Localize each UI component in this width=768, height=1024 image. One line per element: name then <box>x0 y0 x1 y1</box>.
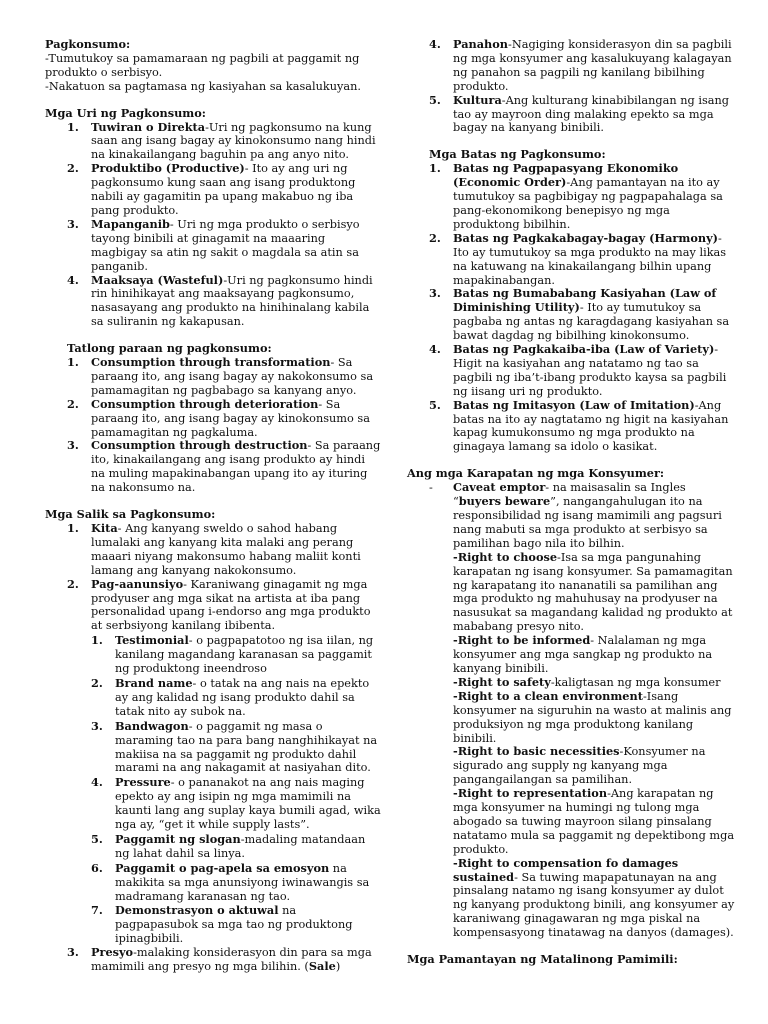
dash-bullet: - <box>429 481 433 495</box>
section-title-uri: Mga Uri ng Pagkonsumo: <box>45 105 206 120</box>
list-item <box>45 162 381 218</box>
item-text: - Sa paraang ito, kinakailangang ang isang produkto ay hindi na muling mapakinabangan upang ito ay ituring na nakonsumo na. <box>91 439 381 495</box>
item-text: -Ito ay tumutukoy sa mga produkto na may likas na katuwang na kinakailangang bilhin upang mapakinabangan. <box>453 231 727 287</box>
anunsiyo-sublist <box>45 634 381 946</box>
item-term: Maaksaya (Wasteful) <box>91 272 224 287</box>
item-term: -Right to choose <box>453 549 558 564</box>
list-item <box>407 232 737 288</box>
sub-list-item <box>69 634 381 676</box>
item-term: Pag-aanunsiyo <box>91 576 184 591</box>
item-term: buyers beware <box>458 494 551 509</box>
item-text: - Sa paraang ito, ang isang bagay ay kinokonsumo sa pamamagitan ng pagkaluma. <box>91 397 370 439</box>
list-item <box>45 274 381 330</box>
item-term: Tuwiran o Direkta <box>91 119 206 134</box>
item-text: - Uri ng mga produkto o serbisyo tayong binibili at ginagamit na maaaring magbigay sa atin ng sakit o magdala sa atin sa panganib. <box>91 217 360 273</box>
list-item <box>407 343 737 399</box>
item-text: -Nagiging konsiderasyon din sa pagbili ng mga konsyumer ang kasalukuyang kalagayan ng panahon sa pagpili ng kanilang bibilhing produkto. <box>453 38 732 93</box>
item-number: 5. <box>91 831 103 846</box>
item-number: 4. <box>91 775 103 790</box>
list-item <box>45 218 381 274</box>
section-title-karapatan: Ang mga Karapatan ng mga Konsyumer: <box>407 466 665 481</box>
item-number: 3. <box>67 945 79 960</box>
right-item <box>407 690 737 746</box>
right-item <box>407 745 737 787</box>
list-item <box>407 38 737 94</box>
item-term: Caveat emptor <box>453 480 546 495</box>
item-number: 1. <box>67 355 79 370</box>
item-number: 6. <box>91 860 103 875</box>
item-number: 5. <box>429 92 441 107</box>
item-text: - Ito ay tumutukoy sa pagbaba ng antas ng karagdagang kasiyahan sa bawat dagdag ng bibilhing kinokonsumo. <box>453 301 730 343</box>
item-number: 2. <box>67 396 79 411</box>
item-number: 7. <box>91 903 103 918</box>
item-term: Consumption through transformation <box>91 355 331 370</box>
item-text: -Uri ng pagkonsumo hindi rin hinihikayat ang maaksayang pagkonsumo, nasasayang ang produkto na hinihinalang kabila sa suliranin ng kakapusan. <box>91 273 373 329</box>
section-title-salik: Mga Salik sa Pagkonsumo: <box>45 507 216 522</box>
list-item <box>45 522 381 578</box>
section-title-pamantayan: Mga Pamantayan ng Matalinong Pamimili: <box>407 952 678 967</box>
section-title-batas: Mga Batas ng Pagkonsumo: <box>429 147 606 162</box>
left-column <box>45 38 381 974</box>
list-item <box>45 439 381 495</box>
list-item <box>407 287 737 343</box>
item-number: 2. <box>67 161 79 176</box>
item-term: Paggamit o pag-apela sa emosyon <box>115 860 330 875</box>
item-term: Demonstrasyon o aktuwal <box>115 903 279 918</box>
item-term: -Right to a clean environment <box>453 688 643 703</box>
karapatan-list <box>407 481 737 940</box>
item-term: Consumption through destruction <box>91 438 308 453</box>
item-term: Brand name <box>115 675 193 690</box>
item-text: -Konsyumer na sigurado ang supply ng kanyang mga pangangailangan sa pamilihan. <box>453 745 706 787</box>
list-item <box>45 946 381 974</box>
sub-list-item <box>69 862 381 904</box>
item-text: - Sa tuwing mapapatunayan na ang pinsalang natamo ng isang konsyumer ay dulot ng kanyang produktong binili, ang konsyumer ay karaniwang ginagawaran ng mga piskal na kompensasyong tinatawag na danyos (damages). <box>453 870 735 940</box>
right-item <box>407 857 737 940</box>
item-term: -Right to basic necessities <box>453 744 620 759</box>
item-number: 1. <box>67 521 79 535</box>
list-item <box>45 578 381 634</box>
item-number: 2. <box>429 230 441 245</box>
item-text: -malaking konsiderasyon din para sa mga mamimili ang presyo ng mga bilihin. ( <box>91 946 372 974</box>
item-number: 3. <box>67 438 79 453</box>
item-number: 5. <box>429 397 441 412</box>
right-item <box>407 676 737 690</box>
paraan-list <box>45 356 381 495</box>
sub-list-item <box>69 776 381 832</box>
item-text: - o paggamit ng masa o maraming tao na para bang nanghihikayat na makiisa na sa paggamit ng produkto dahil marami na ang nakagamit at nasiyahan dito. <box>115 719 378 775</box>
section-title-paraan: Tatlong paraan ng pagkonsumo: <box>67 341 272 356</box>
item-term: Produktibo (Productive) <box>91 161 245 176</box>
sub-list-item <box>69 720 381 776</box>
item-text: - Higit na kasiyahan ang natatamo ng tao sa pagbili ng iba’t-ibang produkto kaysa sa pagbili ng iisang uri ng produkto. <box>453 343 727 398</box>
item-text: -Ang karapatan ng mga konsyumer na humingi ng tulong mga abogado sa tuwing mayroon silang pinsalang natatamo mula sa paggamit ng depektibong mga produkto. <box>453 787 735 856</box>
item-term: Batas ng Pagpapasyang Ekonomiko (Economic Order) <box>453 161 679 190</box>
item-number: 3. <box>91 718 103 733</box>
item-term: Presyo <box>91 945 134 960</box>
item-text: ) <box>335 960 341 974</box>
list-item <box>407 399 737 455</box>
item-number: 3. <box>429 286 441 301</box>
sub-list-item <box>69 833 381 861</box>
salik-list <box>45 522 381 974</box>
item-term: Mapanganib <box>91 216 170 231</box>
item-text: na makikita sa mga anunsiyong iwinawangis sa madramang karanasan ng tao. <box>115 861 370 903</box>
item-number: 1. <box>429 161 441 176</box>
item-term: Batas ng Pagkakaiba-iba (Law of Variety) <box>453 342 715 357</box>
item-text: -Ang kulturang kinabibilangan ng isang tao ay mayroon ding malaking epekto sa mga bagay na kanyang binibili. <box>453 93 730 135</box>
item-term: Batas ng Bumababang Kasiyahan (Law of Diminishing Utility) <box>453 286 717 315</box>
item-term: Panahon <box>453 37 509 51</box>
list-item <box>407 162 737 232</box>
item-term: Pressure <box>115 775 171 790</box>
item-text: - Ang kanyang sweldo o sahod habang lumalaki ang kanyang kita malaki ang perang maaari niyang makonsumo habang maliit konti lamang ang kanyang nakokonsumo. <box>91 522 361 577</box>
item-term-sale: Sale <box>308 959 336 974</box>
item-text: ”, nangangahulugan ito na responsibilidad ng isang mamimili ang pagsuri nang mabuti sa mga produkto at serbisyo sa pamilihan bago nila ito bilhin. <box>453 495 722 550</box>
item-term: -Right to be informed <box>453 633 591 648</box>
item-text: - Sa paraang ito, ang isang bagay ay nakokonsumo sa pamamagitan ng pagbabago sa kanyang anyo. <box>91 356 374 397</box>
definition-line: -Nakatuon sa pagtamasa ng kasiyahan sa kasalukuyan. <box>45 79 361 93</box>
item-number: 2. <box>67 576 79 591</box>
item-number: 1. <box>67 119 79 134</box>
item-number: 1. <box>91 633 103 648</box>
item-term: Batas ng Pagkakabagay-bagay (Harmony) <box>453 230 718 245</box>
item-text: -Ang pamantayan na ito ay tumutukoy sa pagbibigay ng pagpapahalaga sa pang-ekonomikong benepisyo ng mga produktong bibilhin. <box>453 176 723 231</box>
item-text: -Isa sa mga pangunahing karapatan ng isang konsyumer. Sa pamamagitan ng karapatang ito nananatili sa pamilihan ang mga produkto ng mahuhusay na prodyuser na nasusukat sa magandang kalidad ng produkto at mababang presyo nito. <box>453 550 733 634</box>
item-text: -madaling matandaan ng lahat dahil sa linya. <box>115 832 366 860</box>
list-item <box>45 121 381 163</box>
item-number: 4. <box>67 272 79 287</box>
sub-list-item <box>69 677 381 719</box>
item-term: -Right to representation <box>453 786 608 801</box>
item-number: 4. <box>429 342 441 357</box>
right-item <box>407 551 737 634</box>
item-text: na pagpapasubok sa mga tao ng produktong ipinagbibili. <box>115 904 353 946</box>
item-text: -Uri ng pagkonsumo na kung saan ang isang bagay ay kinokonsumo nang hindi na kinakailangang baguhin pa ang anyo nito. <box>91 120 376 162</box>
item-text: -Ang batas na ito ay nagtatamo ng higit na kasiyahan kapag kumukonsumo ng mga produkto na ginagaya lamang sa idolo o kasikat. <box>453 398 729 454</box>
uri-list <box>45 121 381 330</box>
batas-list <box>407 162 737 454</box>
item-term: Batas ng Imitasyon (Law of Imitation) <box>453 397 695 412</box>
item-term: Testimonial <box>115 633 189 648</box>
right-item <box>407 634 737 676</box>
item-term: Paggamit ng slogan <box>115 831 241 846</box>
item-text: -Isang konsyumer na siguruhin na wasto at malinis ang produksiyon ng mga produktong kanilang binibili. <box>453 689 732 745</box>
list-item <box>45 356 381 398</box>
item-number: 2. <box>91 675 103 690</box>
right-item <box>407 787 737 857</box>
caveat-emptor-item <box>407 481 737 551</box>
right-column <box>407 38 737 967</box>
item-text: - o tatak na ang nais na epekto ay ang kalidad ng isang produkto dahil sa tatak nito ay subok na. <box>115 676 370 718</box>
sub-list-item <box>69 904 381 946</box>
item-term: Consumption through deterioration <box>91 396 319 411</box>
definition-line: -Tumutukoy sa pamamaraan ng pagbili at paggamit ng produkto o serbisyo. <box>45 51 360 79</box>
section-title-pagkonsumo: Pagkonsumo: <box>45 37 131 51</box>
salik-list-continued <box>407 38 737 135</box>
item-text: - Ito ay ang uri ng pagkonsumo kung saan ang isang produktong nabili ay gagamitin pa upang makabuo ng iba pang produkto. <box>91 162 356 217</box>
item-number: 4. <box>429 37 441 51</box>
item-text: - o pagpapatotoo ng isa iilan, ng kanilang magandang karanasan sa paggamit ng produktong ineendroso <box>115 634 374 676</box>
list-item <box>45 398 381 440</box>
list-item <box>407 94 737 136</box>
item-number: 3. <box>67 216 79 231</box>
item-term: Kultura <box>453 92 502 107</box>
item-text: - Karaniwang ginagamit ng mga prodyuser ang mga sikat na artista at iba pang personalidad upang i-endorso ang mga produkto at serbsiyong kanilang ibibenta. <box>91 577 371 633</box>
item-term: -Right to safety <box>453 674 551 689</box>
item-term: Bandwagon <box>115 718 189 733</box>
item-text: -kaligtasan ng mga konsumer <box>550 675 721 689</box>
item-text: - o pananakot na ang nais maging epekto ay ang isipin ng mga mamimili na kaunti lang ang suplay kaya bumili agad, wika nga ay, “get it while supply lasts”. <box>115 776 381 832</box>
item-text: - na maisasalin sa Ingles “ <box>453 481 686 509</box>
item-text: - Nalalaman ng mga konsyumer ang mga sangkap ng produkto na kanyang binibili. <box>453 634 713 675</box>
item-term: -Right to compensation fo damages sustained <box>453 855 679 884</box>
item-term: Kita <box>91 521 118 535</box>
